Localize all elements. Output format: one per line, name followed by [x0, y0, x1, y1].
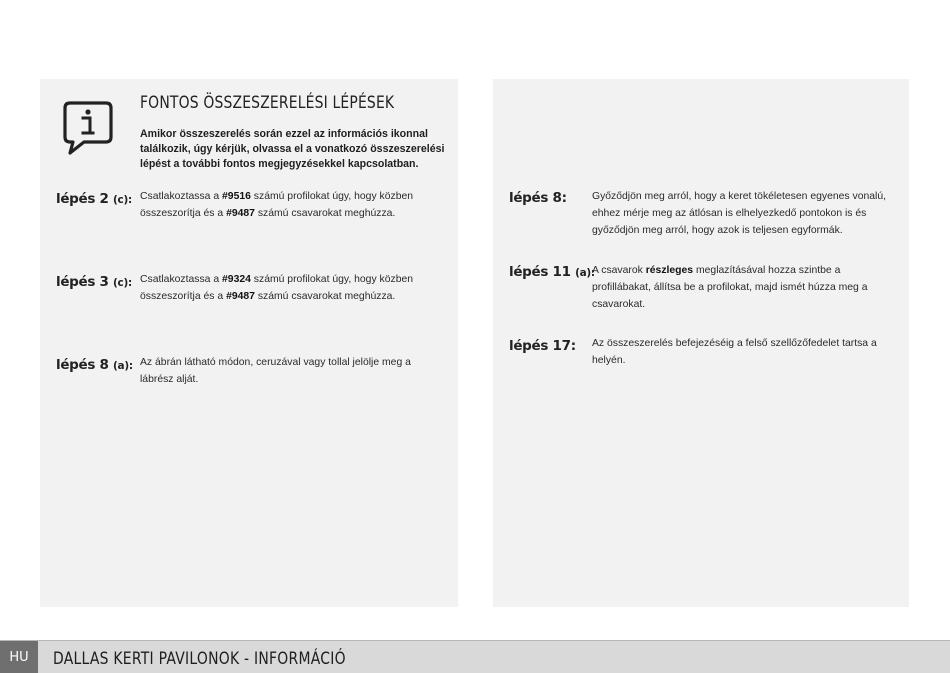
step-text-run: Az ábrán látható módon, ceruzával vagy tollal jelölje meg a lábrész alját.: [140, 357, 411, 385]
step-label: [56, 274, 132, 290]
notice-title: FONTOS ÖSSZESZERELÉSI LÉPÉSEK: [140, 93, 395, 113]
step-label: [509, 190, 567, 206]
step-text: [140, 188, 440, 222]
step-text: [592, 262, 882, 313]
step-text-run: számú csavarokat meghúzza.: [254, 291, 396, 302]
step-text-run: számú profilokat úgy, hogy közben összeszorítja és a: [140, 274, 414, 302]
step-label: [509, 264, 595, 280]
step-text-run: számú csavarokat meghúzza.: [254, 208, 396, 219]
step-text: [140, 354, 430, 388]
footer-title: DALLAS KERTI PAVILONOK - INFORMÁCIÓ: [53, 649, 346, 669]
step-text-run: számú profilokat úgy, hogy közben összeszorítja és a: [140, 191, 414, 219]
left-panel: [40, 79, 458, 607]
step-label-text: lépés 2: [56, 191, 109, 207]
footer-bar: [0, 640, 950, 673]
step-label-sub: (a):: [575, 267, 595, 279]
step-label-sub: (a):: [113, 360, 133, 372]
info-speech-bubble-icon: [62, 100, 114, 156]
step-text: [592, 188, 892, 239]
step-label: [56, 357, 133, 373]
step-label-text: lépés 8:: [509, 190, 567, 206]
step-text-bold: #9516: [222, 191, 251, 202]
step-text-bold: #9487: [226, 291, 255, 302]
step-label-sub: (c):: [113, 194, 132, 206]
notice-text: Amikor összeszerelés során ezzel az információs ikonnal találkozik, úgy kérjük, olvassa el a vonatkozó összeszerelési lépést a további fontos megjegyzésekkel kapcsolatban.: [140, 128, 445, 170]
step-text-run: A csavarok: [592, 265, 646, 276]
step-label-text: lépés 3: [56, 274, 109, 290]
step-text-bold: részleges: [645, 265, 694, 276]
step-text-bold: #9324: [222, 274, 251, 285]
step-label-text: lépés 8: [56, 357, 109, 373]
step-label-sub: (c):: [113, 277, 132, 289]
step-label-text: lépés 11: [509, 264, 571, 280]
step-text-run: Csatlakoztassa a: [140, 191, 223, 202]
step-text-run: Győződjön meg arról, hogy a keret tökéletesen egyenes vonalú, ehhez mérje meg az átlósan is elhelyezkedő pontokon is és győződjön meg arról, hogy azok is teljesen egyformák.: [592, 191, 887, 236]
step-text-run: meglazításával hozza szintbe a profillábakat, állítsa be a profilokat, majd ismét húzza meg a csavarokat.: [592, 265, 868, 310]
language-badge: HU: [0, 641, 38, 673]
step-label: [56, 191, 132, 207]
step-label: [509, 338, 576, 354]
step-text: [140, 271, 440, 305]
step-label-text: lépés 17:: [509, 338, 576, 354]
step-text-run: Az összeszerelés befejezéséig a felső szellőzőfedelet tartsa a helyén.: [592, 338, 877, 366]
step-text: [592, 335, 882, 369]
step-text-run: Csatlakoztassa a: [140, 274, 223, 285]
right-panel: [493, 79, 909, 607]
step-text-bold: #9487: [226, 208, 255, 219]
